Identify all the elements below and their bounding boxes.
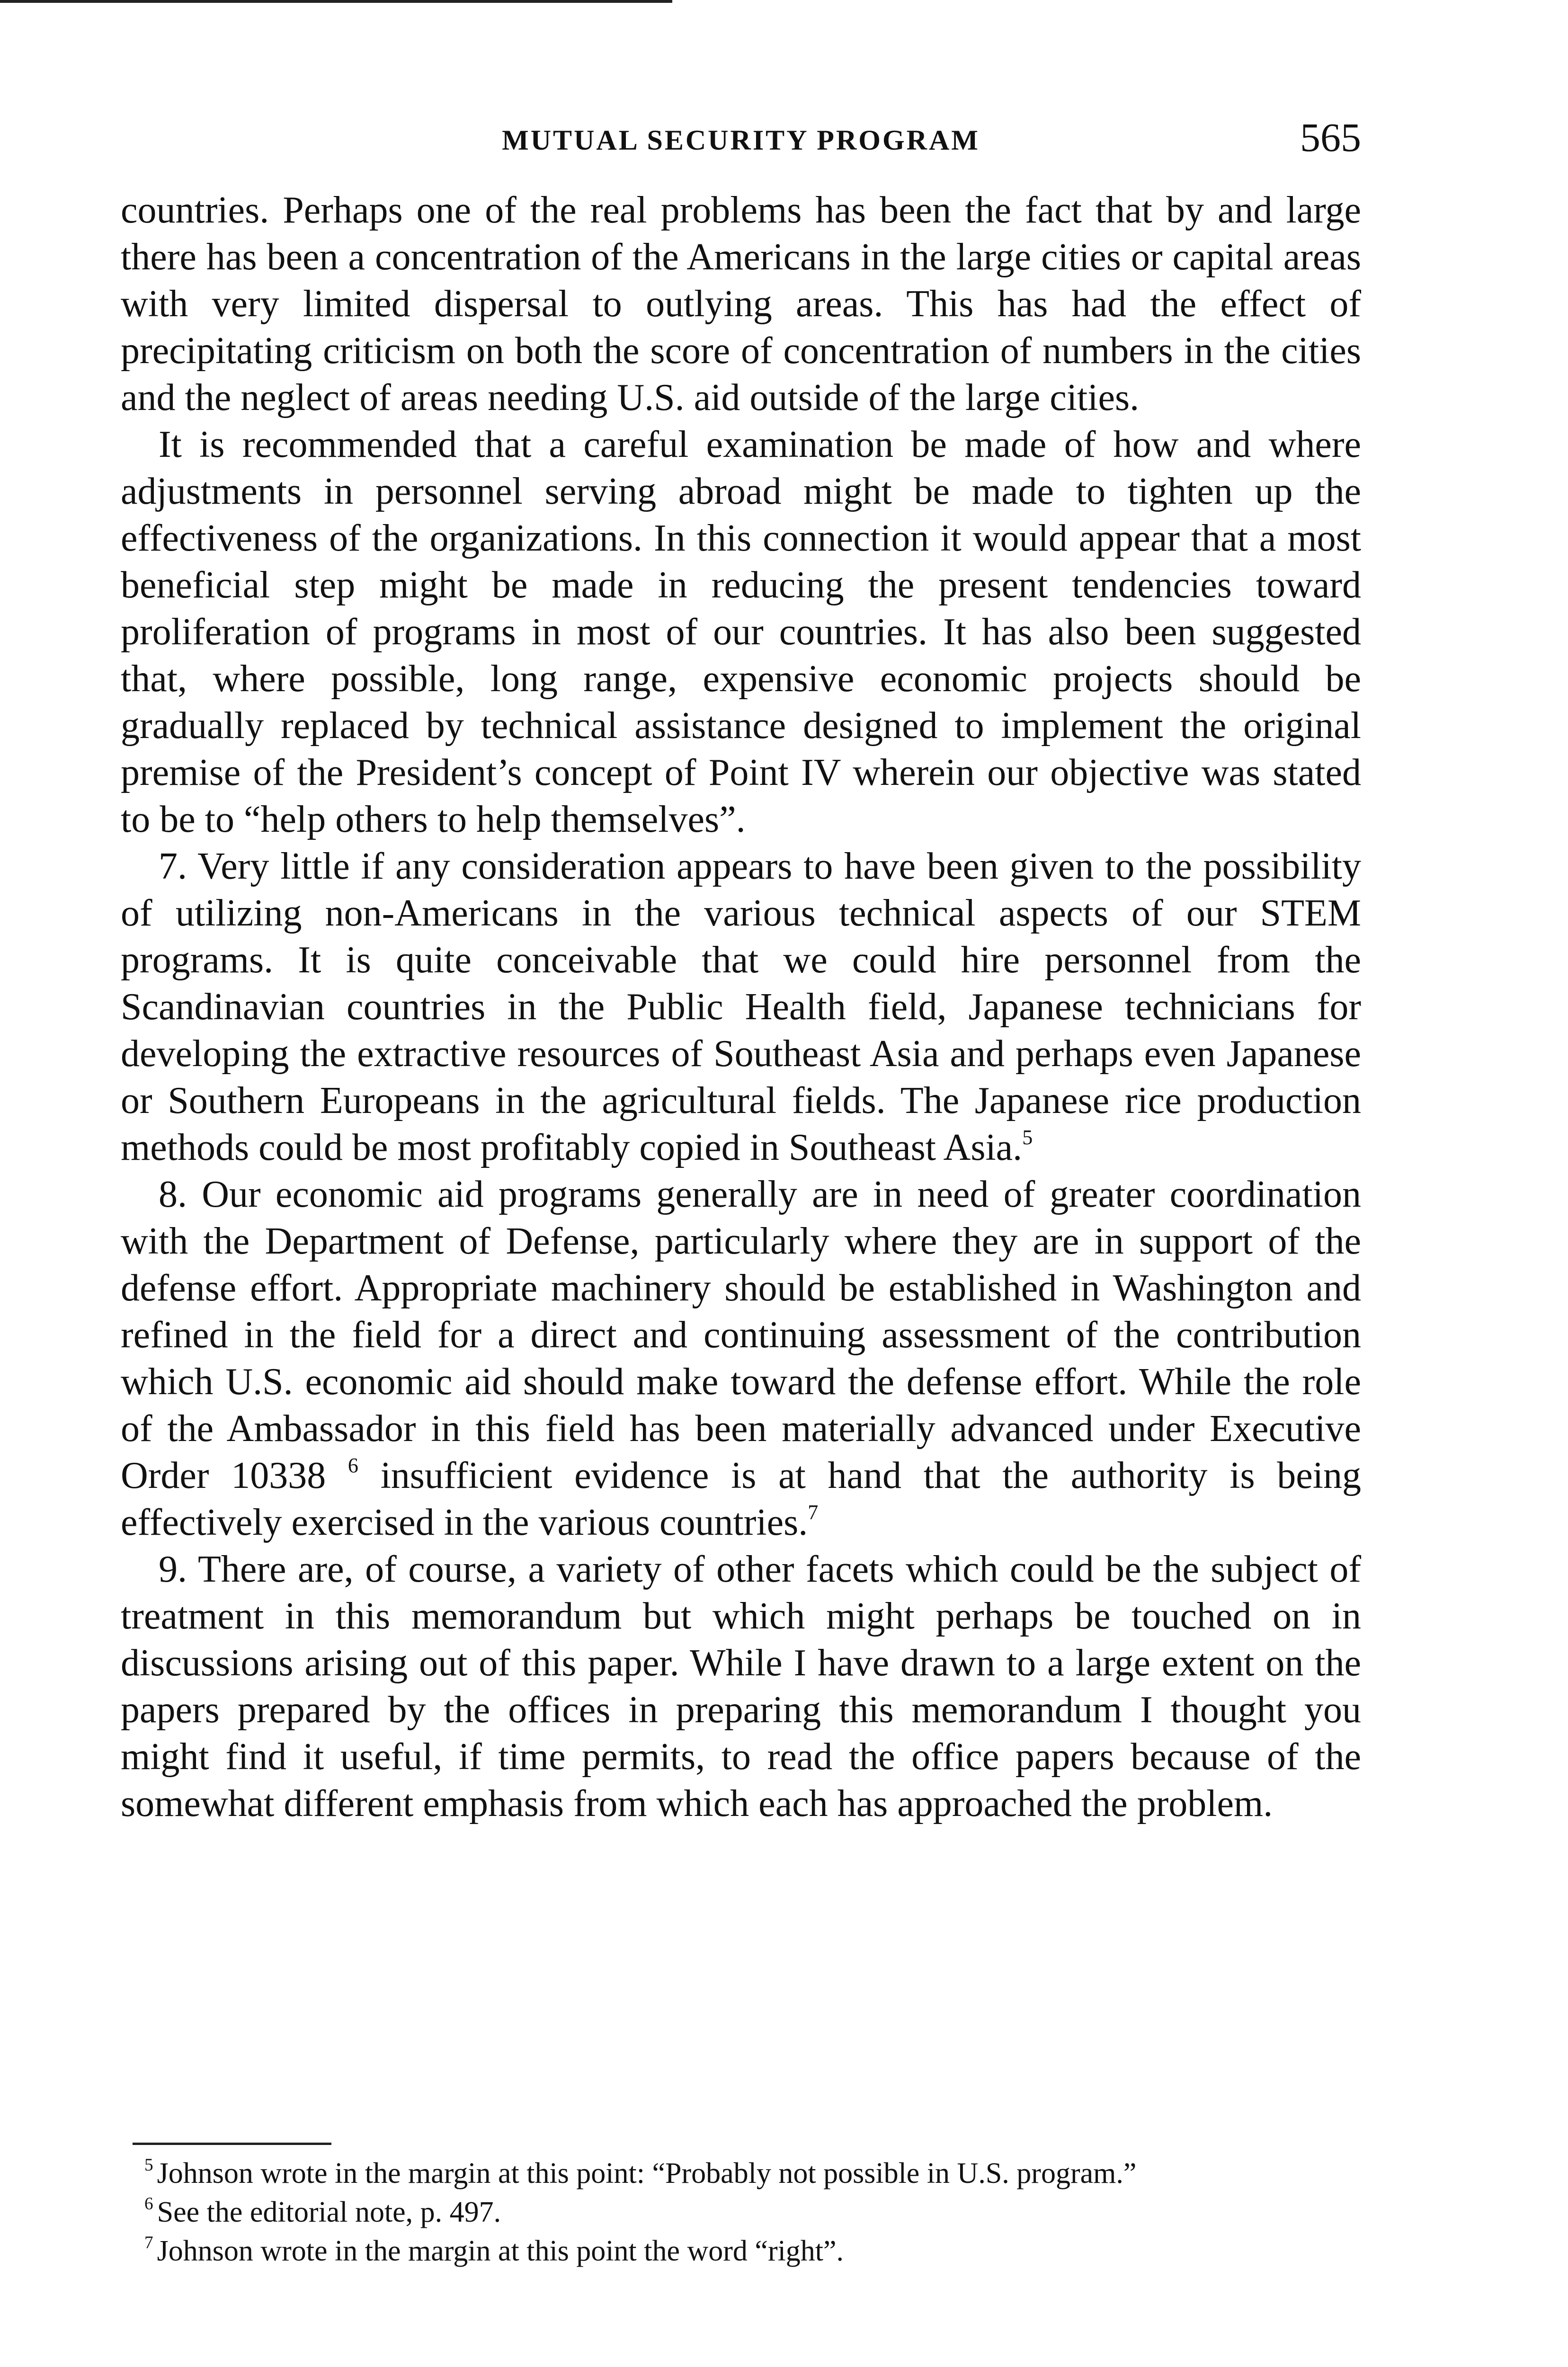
paragraph-item-7 bbox=[121, 843, 1361, 1171]
footnote-7-text: Johnson wrote in the margin at this point the word “right”. bbox=[157, 2235, 844, 2267]
footnote-ref-6: 6 bbox=[347, 1454, 358, 1477]
footnote-5-mark: 5 bbox=[144, 2155, 153, 2175]
footnote-ref-5: 5 bbox=[1022, 1126, 1033, 1149]
running-head bbox=[121, 114, 1361, 170]
footnote-separator bbox=[133, 2143, 331, 2145]
footnote-7-mark: 7 bbox=[144, 2233, 153, 2252]
paragraph-item-8-text-b: insufficient evidence is at hand that the authority is being effectively exercised in the various countries. bbox=[121, 1455, 1361, 1543]
running-title: MUTUAL SECURITY PROGRAM bbox=[502, 125, 980, 156]
paragraph-item-9: 9. There are, of course, a variety of other facets which could be the subject of treatment in this memorandum but which might perhaps be touched on in discussions arising out of this paper. While I have drawn to a large extent on the papers prepared by the offices in preparing this memorandum I thought you might find it useful, if time permits, to read the office papers because of the somewhat different emphasis from which each has approached the problem. bbox=[121, 1548, 1361, 1824]
footnote-ref-7: 7 bbox=[808, 1501, 819, 1524]
paragraph-item-8-text-a: 8. Our economic aid programs generally are in need of greater coordination with the Department of Defense, particularly where they are in support of the defense effort. Appropriate machinery should be established in Washington and refined in the field for a direct and continuing assessment of the contribution which U.S. economic aid should make toward the defense effort. While the role of the Ambassador in this field has been materially advanced under Executive Order 10338 bbox=[121, 1174, 1361, 1496]
paragraph-continuation: countries. Perhaps one of the real problems has been the fact that by and large there has been a concentration of the Americans in the large cities or capital areas with very limited dispersal to outlying areas. This has had the effect of precipitating criticism on both the score of concentration of numbers in the cities and the neglect of areas needing U.S. aid outside of the large cities. bbox=[121, 189, 1361, 418]
paragraph-recommendation: It is recommended that a careful examination be made of how and where adjustments in personnel serving abroad might be made to tighten up the effectiveness of the organizations. In this connection it would appear that a most beneficial step might be made in reducing the present tendencies toward proliferation of programs in most of our countries. It has also been suggested that, where possible, long range, expensive economic projects should be gradually replaced by technical assistance designed to implement the original premise of the President’s concept of Point IV wherein our objective was stated to be to “help others to help themselves”. bbox=[121, 424, 1361, 840]
page-number: 565 bbox=[1300, 115, 1361, 160]
footnote-5 bbox=[121, 2154, 1361, 2193]
footnote-5-text: Johnson wrote in the margin at this point: “Probably not possible in U.S. program.” bbox=[157, 2157, 1137, 2189]
paragraph-item-7-text: 7. Very little if any consideration appears to have been given to the possibility of utilizing non-Americans in the various technical aspects of our STEM programs. It is quite conceivable that we could hire personnel from the Scandinavian countries in the Public Health field, Japanese technicians for developing the extractive resources of Southeast Asia and perhaps even Japanese or Southern Europeans in the agricultural fields. The Japanese rice production methods could be most profitably copied in Southeast Asia. bbox=[121, 845, 1361, 1168]
top-edge-rule bbox=[0, 0, 672, 3]
body-text bbox=[121, 187, 1361, 1827]
footnote-6-text: See the editorial note, p. 497. bbox=[157, 2196, 501, 2228]
paragraph-item-8 bbox=[121, 1171, 1361, 1546]
footnote-6 bbox=[121, 2193, 1361, 2232]
footnote-7 bbox=[121, 2232, 1361, 2270]
footnote-6-mark: 6 bbox=[144, 2194, 153, 2214]
footnotes bbox=[121, 2154, 1361, 2270]
